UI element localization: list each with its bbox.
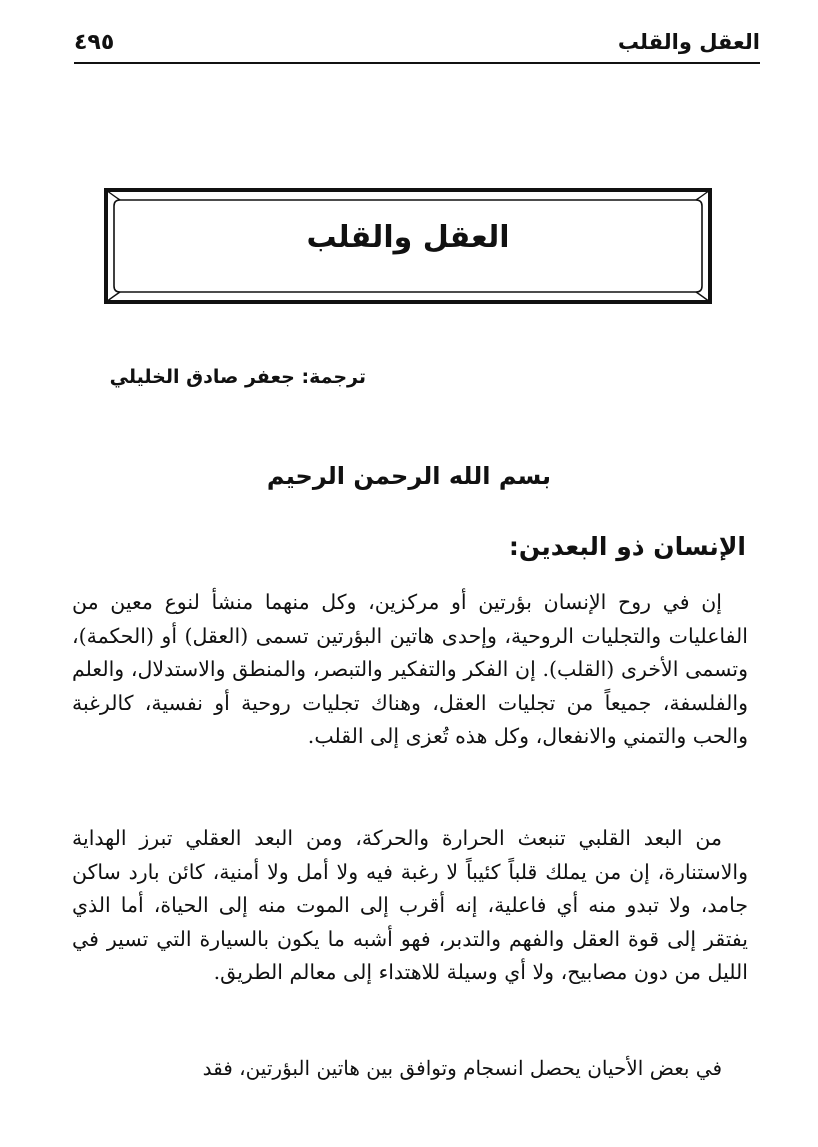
page-number: ٤٩٥ xyxy=(74,30,115,55)
paragraph: من البعد القلبي تنبعث الحرارة والحركة، ومن البعد العقلي تبرز الهداية والاستنارة، إن من يملك قلباً كئيباً لا رغبة فيه ولا أمل ولا أمنية، كائن بارد ساكن جامد، ولا تبدو منه أي فاعلية، إنه أقرب إلى الموت منه إلى الحياة، أما الذي يفتقر إلى قوة العقل والفهم والتدبر، فهو أشبه ما يكون بالسيارة التي تسير في الليل من دون مصابيح، ولا أي وسيلة للاهتداء إلى معالم الطريق. xyxy=(72,826,748,984)
chapter-title-frame xyxy=(98,186,718,306)
section-heading: الإنسان ذو البعدين: xyxy=(508,532,746,561)
page-header xyxy=(74,28,760,64)
running-title: العقل والقلب xyxy=(617,30,760,54)
basmala: بسم الله الرحمن الرحيم xyxy=(266,462,552,490)
paragraph: إن في روح الإنسان بؤرتين أو مركزين، وكل منهما منشأ لنوع معين من الفاعليات والتجليات الروحية، وإحدى هاتين البؤرتين تسمى (العقل) أو (الحكمة)، وتسمى الأخرى (القلب). إن الفكر والتفكير والتبصر، والمنطق والاستدلال، والعلم والفلسفة، جميعاً من تجليات العقل، وهناك تجليات روحية أو نفسية، كالرغبة والحب والتمني والانفعال، وكل هذه تُعزى إلى القلب. xyxy=(72,590,748,748)
paragraph: في بعض الأحيان يحصل انسجام وتوافق بين هاتين البؤرتين، فقد xyxy=(202,1056,722,1080)
translator-credit: ترجمة: جعفر صادق الخليلي xyxy=(109,366,366,388)
chapter-title: العقل والقلب xyxy=(306,220,510,255)
